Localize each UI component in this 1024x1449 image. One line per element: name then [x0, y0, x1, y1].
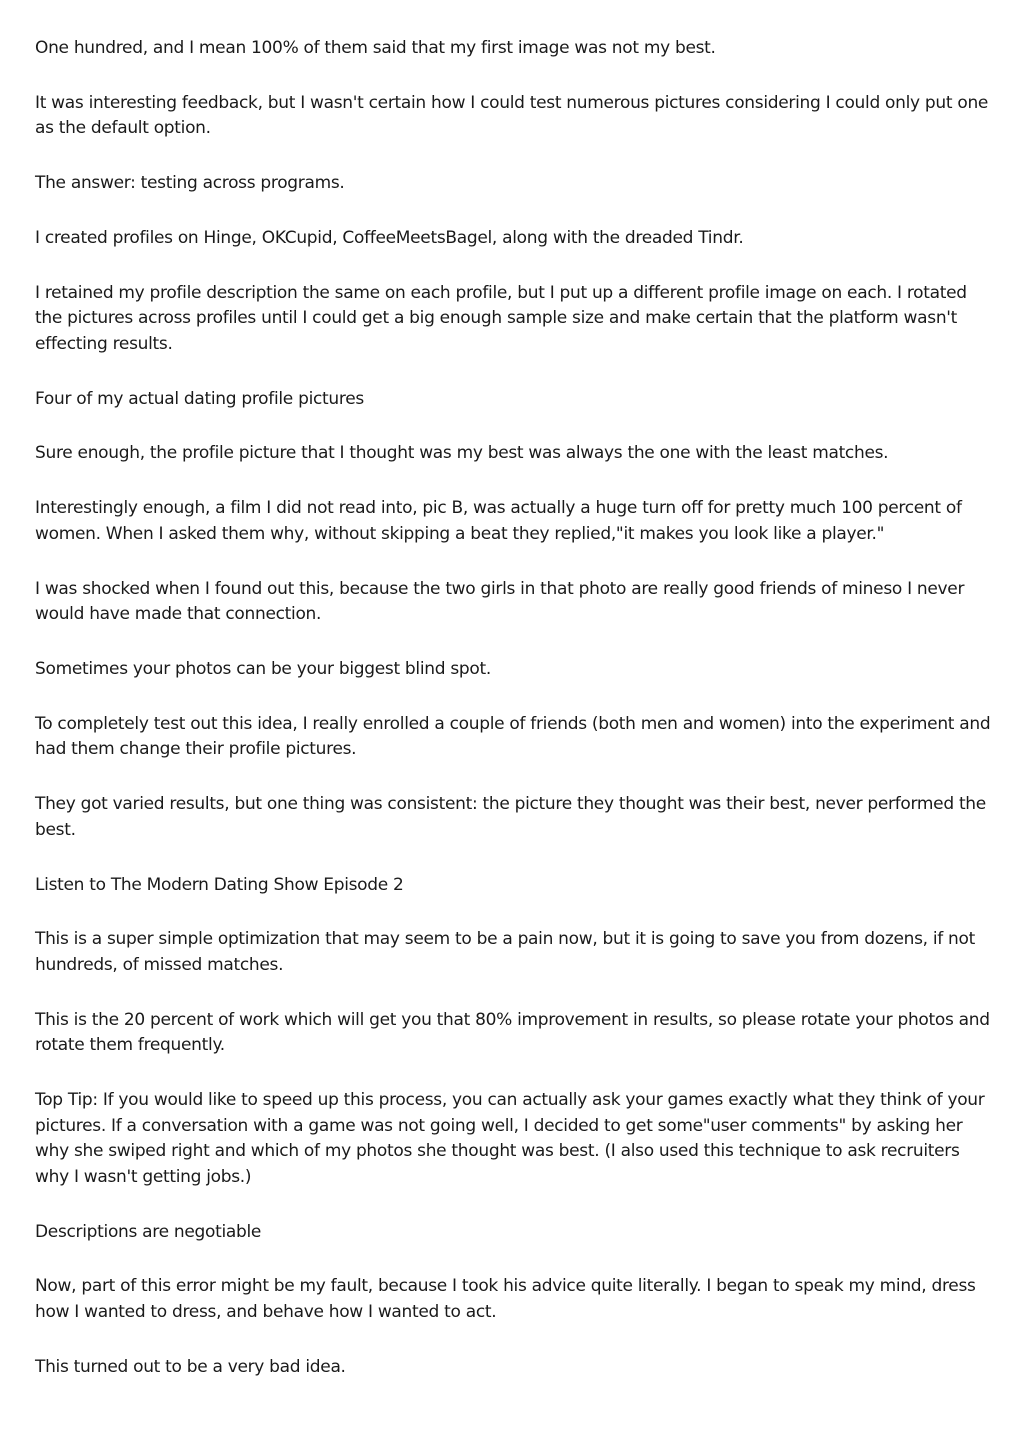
paragraph: Listen to The Modern Dating Show Episode 2	[35, 874, 404, 895]
paragraph: Four of my actual dating profile pictures	[35, 388, 364, 409]
paragraph: One hundred, and I mean 100% of them said that my first image was not my best.	[35, 38, 716, 58]
paragraph: Sure enough, the profile picture that I thought was my best was always the one with the least matches.	[35, 443, 889, 464]
paragraph: Descriptions are negotiable	[35, 1221, 262, 1242]
paragraph: I was shocked when I found out this, because the two girls in that photo are really good friends of mineso I never would have made that connection.	[35, 578, 965, 625]
paragraph: This is a super simple optimization that may seem to be a pain now, but it is going to save you from dozens, if not hundreds, of missed matches.	[35, 929, 975, 975]
paragraph: Sometimes your photos can be your biggest blind spot.	[35, 659, 491, 679]
paragraph: It was interesting feedback, but I wasn't certain how I could test numerous pictures considering I could only put one as the default option.	[35, 92, 989, 139]
paragraph: Now, part of this error might be my fault, because I took his advice quite literally. I began to speak my mind, dress how I wanted to dress, and behave how I wanted to act.	[35, 1276, 976, 1322]
paragraph: This is the 20 percent of work which will get you that 80% improvement in results, so please rotate your photos and rotate them frequently.	[35, 1009, 990, 1056]
paragraph: This turned out to be a very bad idea.	[35, 1356, 346, 1377]
paragraph: The answer: testing across programs.	[35, 173, 345, 194]
paragraph: I retained my profile description the same on each profile, but I put up a different profile image on each. I rotated the pictures across profiles until I could get a big enough sample size and make certain that the platform wasn't effecting results.	[35, 282, 967, 354]
paragraph: Top Tip: If you would like to speed up this process, you can actually ask your games exactly what they think of your pictures. If a conversation with a game was not going well, I decided to get some"user comments" by asking her why she swiped right and which of my photos she thought was best. (I also used this technique to ask recruiters why I wasn't getting jobs.)	[35, 1090, 985, 1187]
paragraph: I created profiles on Hinge, OKCupid, CoffeeMeetsBagel, along with the dreaded Tindr.	[35, 227, 744, 248]
paragraph: To completely test out this idea, I really enrolled a couple of friends (both men and women) into the experiment and had them change their profile pictures.	[35, 713, 991, 760]
paragraph: They got varied results, but one thing was consistent: the picture they thought was their best, never performed the best.	[35, 794, 986, 840]
paragraph: Interestingly enough, a film I did not read into, pic B, was actually a huge turn off for pretty much 100 percent of women. When I asked them why, without skipping a beat they replied,"it makes you look like a player."	[35, 498, 962, 544]
article-body	[35, 36, 995, 1410]
